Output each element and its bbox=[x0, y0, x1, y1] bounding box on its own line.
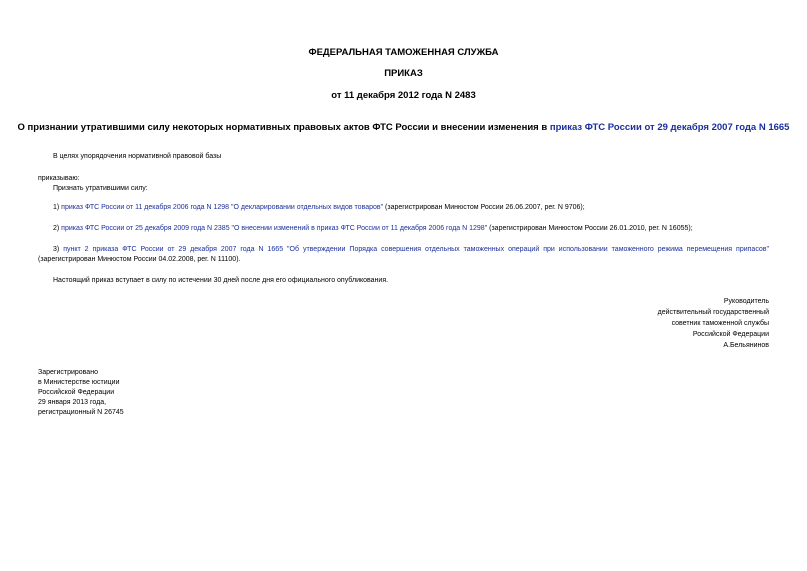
item-3-link[interactable]: пункт 2 приказа ФТС России от 29 декабря 2007 года N 1665 "Об утверждении Порядка совершения отдельных таможенных операций при использовании таможенного режима перемещения припасов" bbox=[63, 246, 770, 253]
preamble-text: В целях упорядочения нормативной правовой базы bbox=[53, 153, 222, 160]
registration-line: регистрационный N 26745 bbox=[38, 409, 124, 416]
item-1-link[interactable]: приказ ФТС России от 11 декабря 2006 года N 1298 "О декларировании отдельных видов товаров" bbox=[61, 204, 384, 211]
title-amended-order-link[interactable]: приказ ФТС России от 29 декабря 2007 года N 1665 bbox=[549, 122, 790, 133]
registration-line: 29 января 2013 года, bbox=[38, 399, 107, 406]
list-item-1 bbox=[53, 203, 585, 213]
list-item-3 bbox=[38, 245, 769, 265]
signature-line: А.Бельянинов bbox=[723, 342, 769, 349]
signature-line: Руководитель bbox=[723, 298, 769, 305]
list-item-number: 3) bbox=[53, 246, 64, 253]
doc-type-heading: ПРИКАЗ bbox=[384, 68, 423, 79]
order-date-heading: от 11 декабря 2012 года N 2483 bbox=[331, 90, 476, 101]
order-title bbox=[0, 122, 807, 134]
registration-block bbox=[38, 368, 124, 418]
item-2-link[interactable]: приказ ФТС России от 25 декабря 2009 года N 2385 "О внесении изменений в приказ ФТС России от 11 декабря 2006 года N 1298" bbox=[61, 225, 488, 232]
registration-line: Российской Федерации bbox=[38, 389, 115, 396]
signature-block bbox=[658, 296, 769, 351]
list-item-number: 2) bbox=[53, 225, 62, 232]
item-3-registration: (зарегистрирован Минюстом России 04.02.2008, рег. N 11100). bbox=[38, 256, 241, 263]
effective-date-text: Настоящий приказ вступает в силу по истечении 30 дней после дня его официального опубликования. bbox=[53, 277, 389, 284]
list-item-2 bbox=[53, 224, 693, 234]
order-word: приказываю: bbox=[38, 175, 80, 182]
signature-line: действительный государственный bbox=[657, 309, 769, 316]
registration-line: Зарегистрировано bbox=[38, 369, 98, 376]
list-item-number: 1) bbox=[53, 204, 62, 211]
order-title-text: О признании утратившими силу некоторых нормативных правовых актов ФТС России и внесении изменения в bbox=[17, 122, 550, 133]
signature-line: советник таможенной службы bbox=[671, 320, 769, 327]
agency-heading: ФЕДЕРАЛЬНАЯ ТАМОЖЕННАЯ СЛУЖБА bbox=[308, 47, 499, 58]
signature-line: Российской Федерации bbox=[692, 331, 769, 338]
item-2-registration: (зарегистрирован Минюстом России 26.01.2010, рег. N 16055); bbox=[487, 225, 693, 232]
registration-line: в Министерстве юстиции bbox=[38, 379, 120, 386]
item-1-registration: (зарегистрирован Минюстом России 26.06.2007, рег. N 9706); bbox=[383, 204, 585, 211]
recognize-text: Признать утратившими силу: bbox=[53, 185, 148, 192]
